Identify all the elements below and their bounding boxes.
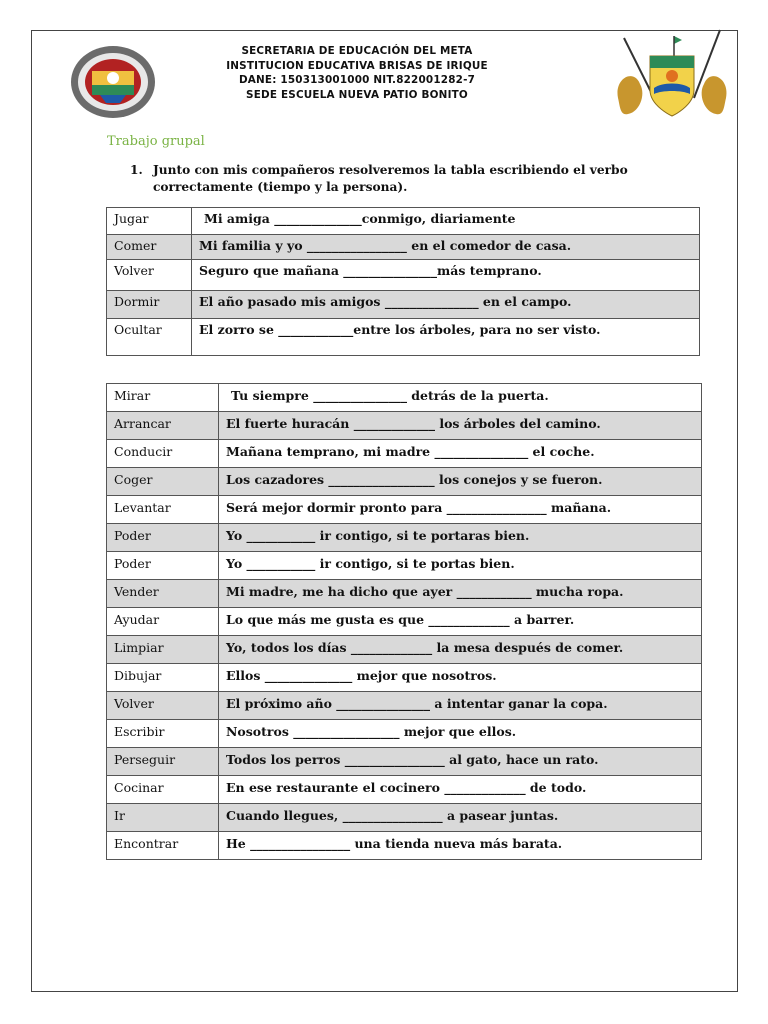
verb-cell: Volver <box>107 260 192 291</box>
verb-cell: Poder <box>107 524 219 552</box>
verb-cell: Encontrar <box>107 832 219 860</box>
coat-of-arms-logo <box>604 28 740 124</box>
instruction-number: 1. <box>130 163 143 177</box>
header-line-institucion: INSTITUCION EDUCATIVA BRISAS DE IRIQUE <box>226 59 488 72</box>
table-row <box>107 208 700 235</box>
school-crest-logo <box>70 45 156 119</box>
verb-cell: Mirar <box>107 384 219 412</box>
verb-cell: Cocinar <box>107 776 219 804</box>
table-row <box>107 692 702 720</box>
table-row <box>107 496 702 524</box>
verb-cell: Arrancar <box>107 412 219 440</box>
sentence-cell[interactable]: Será mejor dormir pronto para ________________ mañana. <box>219 496 702 524</box>
table-row <box>107 748 702 776</box>
table-row <box>107 384 702 412</box>
table-row <box>107 776 702 804</box>
table-row <box>107 291 700 319</box>
verb-cell: Comer <box>107 235 192 260</box>
sentence-cell[interactable]: Yo ___________ ir contigo, si te portas bien. <box>219 552 702 580</box>
sentence-cell[interactable]: Yo ___________ ir contigo, si te portaras bien. <box>219 524 702 552</box>
instruction <box>130 162 690 196</box>
instruction-text: Junto con mis compañeros resolveremos la tabla escribiendo el verbo correctamente (tiempo y la persona). <box>153 163 628 194</box>
table-row <box>107 720 702 748</box>
sentence-cell[interactable]: Yo, todos los días _____________ la mesa después de comer. <box>219 636 702 664</box>
header-line-secretaria: SECRETARIA DE EDUCACIÓN DEL META <box>241 45 473 57</box>
verb-cell: Ayudar <box>107 608 219 636</box>
verb-cell: Levantar <box>107 496 219 524</box>
sentence-cell[interactable]: El zorro se ____________entre los árboles, para no ser visto. <box>192 319 700 356</box>
table-row <box>107 580 702 608</box>
verb-cell: Jugar <box>107 208 192 235</box>
sentence-cell[interactable]: En ese restaurante el cocinero _____________ de todo. <box>219 776 702 804</box>
header-line-sede: SEDE ESCUELA NUEVA PATIO BONITO <box>246 88 468 101</box>
sentence-cell[interactable]: Mi amiga ______________conmigo, diariamente <box>192 208 700 235</box>
institution-header <box>180 44 534 102</box>
verb-cell: Conducir <box>107 440 219 468</box>
table-row <box>107 636 702 664</box>
header-line-dane: DANE: 150313001000 NIT.822001282-7 <box>238 74 476 87</box>
sentence-cell[interactable]: Lo que más me gusta es que _____________ a barrer. <box>219 608 702 636</box>
table-row <box>107 235 700 260</box>
table-row <box>107 552 702 580</box>
table-row <box>107 608 702 636</box>
verb-cell: Perseguir <box>107 748 219 776</box>
sentence-cell[interactable]: El próximo año _______________ a intentar ganar la copa. <box>219 692 702 720</box>
sentence-cell[interactable]: Mi familia y yo ________________ en el comedor de casa. <box>192 235 700 260</box>
sentence-cell[interactable]: Mi madre, me ha dicho que ayer ____________ mucha ropa. <box>219 580 702 608</box>
verb-table-1 <box>106 207 700 356</box>
verb-cell: Vender <box>107 580 219 608</box>
verb-table-2 <box>106 383 702 860</box>
sentence-cell[interactable]: Seguro que mañana _______________más temprano. <box>192 260 700 291</box>
table-row <box>107 260 700 291</box>
sentence-cell[interactable]: Ellos ______________ mejor que nosotros. <box>219 664 702 692</box>
table-row <box>107 319 700 356</box>
sentence-cell[interactable]: El fuerte huracán _____________ los árboles del camino. <box>219 412 702 440</box>
sentence-cell[interactable]: Nosotros _________________ mejor que ellos. <box>219 720 702 748</box>
sentence-cell[interactable]: Los cazadores _________________ los conejos y se fueron. <box>219 468 702 496</box>
table-row <box>107 412 702 440</box>
verb-cell: Ocultar <box>107 319 192 356</box>
section-title: Trabajo grupal <box>107 134 205 149</box>
verb-cell: Volver <box>107 692 219 720</box>
verb-cell: Dormir <box>107 291 192 319</box>
sentence-cell[interactable]: He ________________ una tienda nueva más barata. <box>219 832 702 860</box>
verb-cell: Coger <box>107 468 219 496</box>
verb-cell: Poder <box>107 552 219 580</box>
verb-cell: Limpiar <box>107 636 219 664</box>
table-row <box>107 804 702 832</box>
sentence-cell[interactable]: Cuando llegues, ________________ a pasear juntas. <box>219 804 702 832</box>
table-row <box>107 524 702 552</box>
table-row <box>107 664 702 692</box>
verb-cell: Dibujar <box>107 664 219 692</box>
verb-cell: Ir <box>107 804 219 832</box>
sentence-cell[interactable]: Todos los perros ________________ al gato, hace un rato. <box>219 748 702 776</box>
sentence-cell[interactable]: Tu siempre _______________ detrás de la puerta. <box>219 384 702 412</box>
table-row <box>107 832 702 860</box>
sentence-cell[interactable]: El año pasado mis amigos _______________ en el campo. <box>192 291 700 319</box>
table-row <box>107 440 702 468</box>
table-row <box>107 468 702 496</box>
verb-cell: Escribir <box>107 720 219 748</box>
sentence-cell[interactable]: Mañana temprano, mi madre _______________ el coche. <box>219 440 702 468</box>
